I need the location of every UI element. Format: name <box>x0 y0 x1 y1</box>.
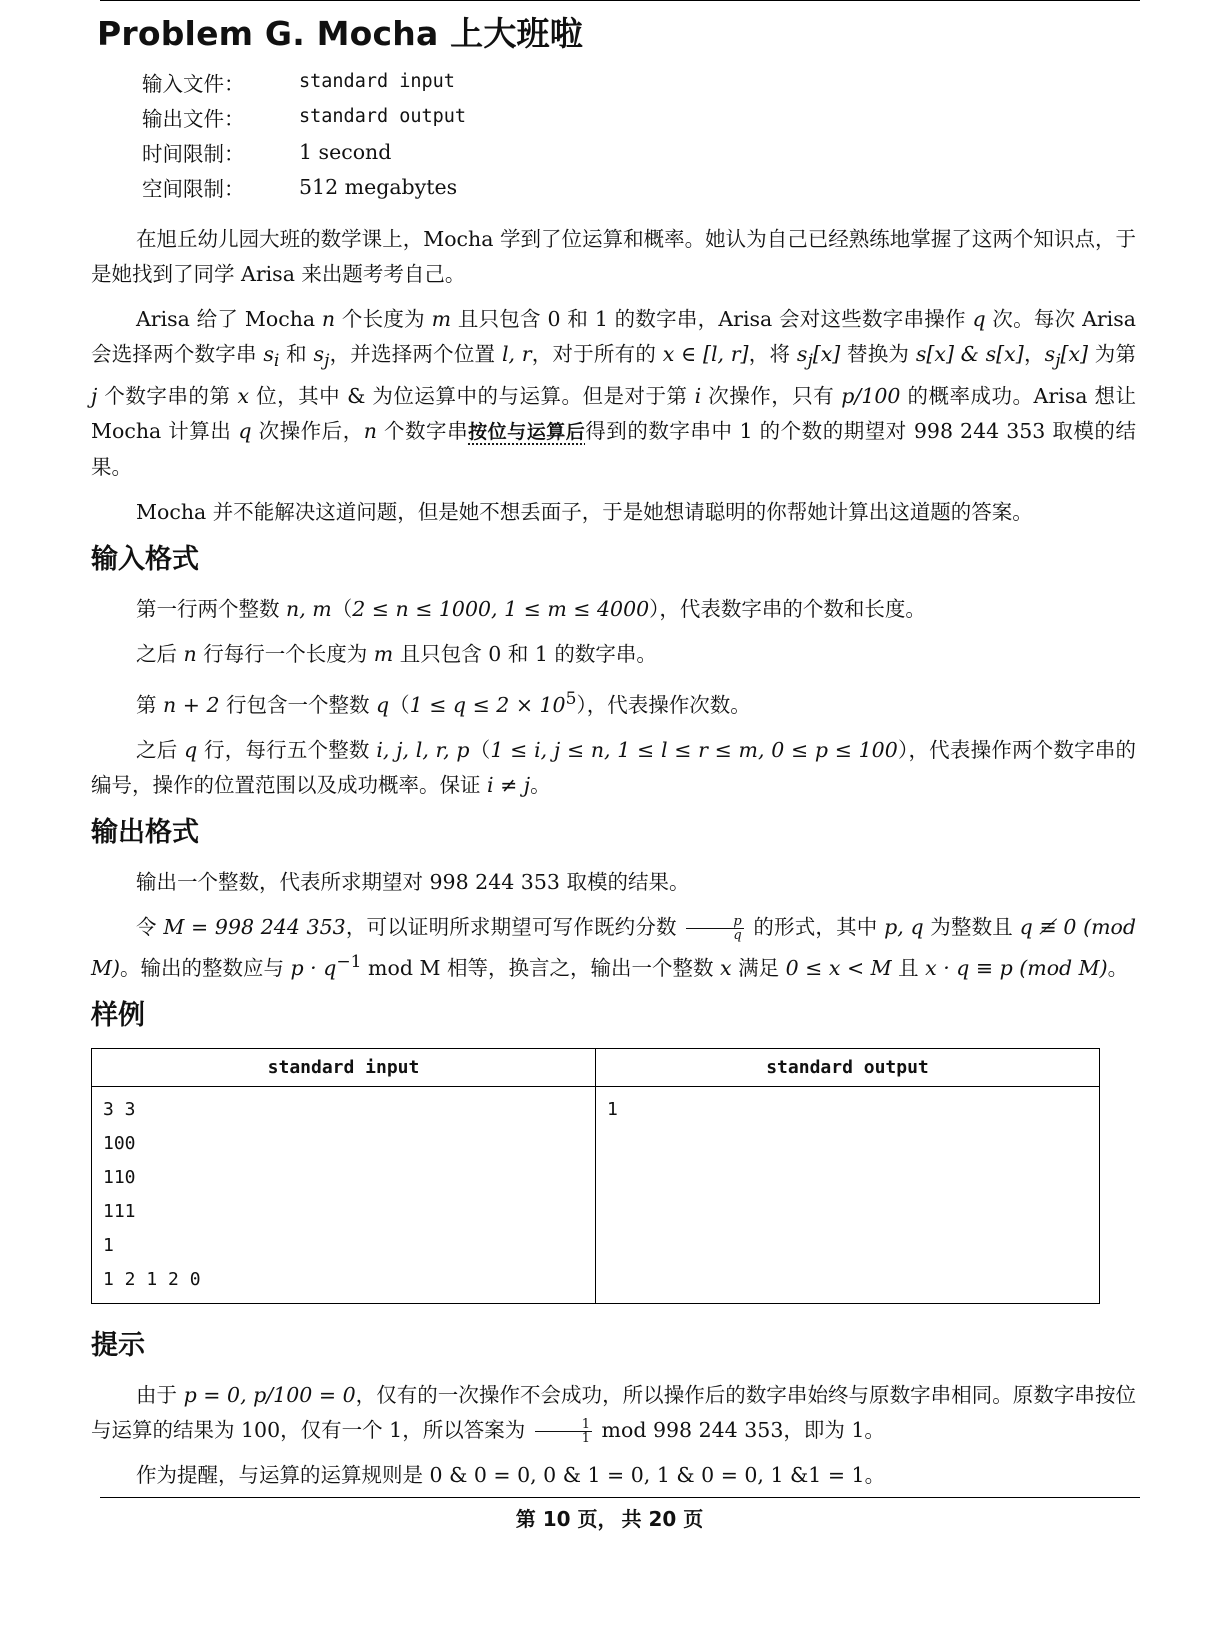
meta-memory-limit: 空间限制： 512 megabytes <box>142 174 458 201</box>
statement-p1: 在旭丘幼儿园大班的数学课上，Mocha 学到了位运算和概率。她认为自己已经熟练地掌握了这两个知识点，于是她找到了同学 Arisa 来出题考考自己。 <box>91 227 1136 286</box>
statement-p3: Mocha 并不能解决这道问题，但是她不想丢面子，于是她想请聪明的你帮她计算出这道题的答案。 <box>136 500 1033 525</box>
sample-output-header: standard output <box>596 1048 1100 1086</box>
footer-rule <box>100 1497 1140 1498</box>
output-format-heading: 输出格式 <box>91 816 199 848</box>
note-line-1: 由于 p = 0, p/100 = 0，仅有的一次操作不会成功，所以操作后的数字串始终与原数字串相同。原数字串按位与运算的结果为 100，仅有一个 1，所以答案为 $\frac{1}{1}$ mod 998 244 353，即为 1。 <box>91 1382 1136 1446</box>
sample-input-line: 100 <box>103 1132 136 1154</box>
fraction-one-over-one: $\frac{1}{1}$ <box>535 1418 592 1445</box>
input-line-2: 之后 n 行每行一个长度为 m 且只包含 0 和 1 的数字串。 <box>136 642 657 667</box>
meta-output-file: 输出文件： standard output <box>142 106 467 131</box>
emphasis-bitwise-and: 按位与运算后 <box>468 421 586 444</box>
fraction-p-over-q: $\frac{p}{q}$ <box>686 915 743 942</box>
meta-table <box>142 64 466 204</box>
sample-input-line: 3 3 <box>103 1098 136 1120</box>
problem-body <box>91 222 1136 1503</box>
problem-title: Problem G. Mocha 上大班啦 <box>97 14 583 53</box>
sample-output-line: 1 <box>607 1098 618 1120</box>
output-line-2: 令 M = 998 244 353，可以证明所求期望可写作既约分数 $\frac{p}{q}$ 的形式，其中 p, q 为整数且 q ≢ 0 (mod M)。输出的整数应与 $p \cdot q^{-1}$ mod M 相等，换言之，输出一个整数 x 满足 0 ≤ x < M 且 x · q ≡ p (mod M)。 <box>91 913 1136 980</box>
sample-input-cell <box>92 1086 596 1303</box>
sample-output-cell <box>596 1086 1100 1303</box>
output-line-1: 输出一个整数，代表所求期望对 998 244 353 取模的结果。 <box>136 869 690 894</box>
sample-table <box>91 1048 1100 1304</box>
page-footer: 第 10 页， 共 20 页 <box>515 1507 704 1531</box>
meta-input-file: 输入文件： standard input <box>142 71 455 96</box>
sample-input-line: 111 <box>103 1200 136 1222</box>
statement-p2: Arisa 给了 Mocha n 个长度为 m 且只包含 0 和 1 的数字串，Arisa 会对这些数字串操作 q 次。每次 Arisa 会选择两个数字串 $s_i$ 和 $s_j$，并选择两个位置 l, r，对于所有的 x ∈ [l, r]，将 $s_j[x]$ 替换为 s[x] & s[x]，$s_j[x]$ 为第 j 个数字串的第 x 位，其中 & 为位运算中的与运算。但是对于第 i 次操作，只有 p/100 的概率成功。Arisa 想让 Mocha 计算出 q 次操作后，n 个数字串按位与运算后得到的数字串中 1 的个数的期望对 998 244 353 取模的结果。 <box>91 307 1136 480</box>
sample-input-line: 1 <box>103 1234 114 1256</box>
input-line-4: 之后 q 行，每行五个整数 i, j, l, r, p（1 ≤ i, j ≤ n, 1 ≤ l ≤ r ≤ m, 0 ≤ p ≤ 100），代表操作两个数字串的编号，操作的位置范围以及成功概率。保证 i ≠ j。 <box>91 737 1137 797</box>
meta-time-limit: 时间限制： 1 second <box>142 139 392 166</box>
top-rule <box>100 0 1140 1</box>
note-line-2: 作为提醒，与运算的运算规则是 0 & 0 = 0, 0 & 1 = 0, 1 & 0 = 0, 1 &1 = 1。 <box>136 1462 886 1487</box>
sample-input-line: 110 <box>103 1166 136 1188</box>
input-line-3: 第 n + 2 行包含一个整数 $q(1 \le q \le 2 \times 10^5)$，代表操作次数。 <box>136 689 751 717</box>
sample-input-header: standard input <box>92 1048 596 1086</box>
input-line-1: 第一行两个整数 n, m（2 ≤ n ≤ 1000, 1 ≤ m ≤ 4000），代表数字串的个数和长度。 <box>136 597 926 622</box>
note-heading: 提示 <box>91 1329 145 1361</box>
sample-input-line: 1 2 1 2 0 <box>103 1268 201 1290</box>
input-format-heading: 输入格式 <box>91 544 199 576</box>
sample-heading: 样例 <box>91 999 145 1031</box>
